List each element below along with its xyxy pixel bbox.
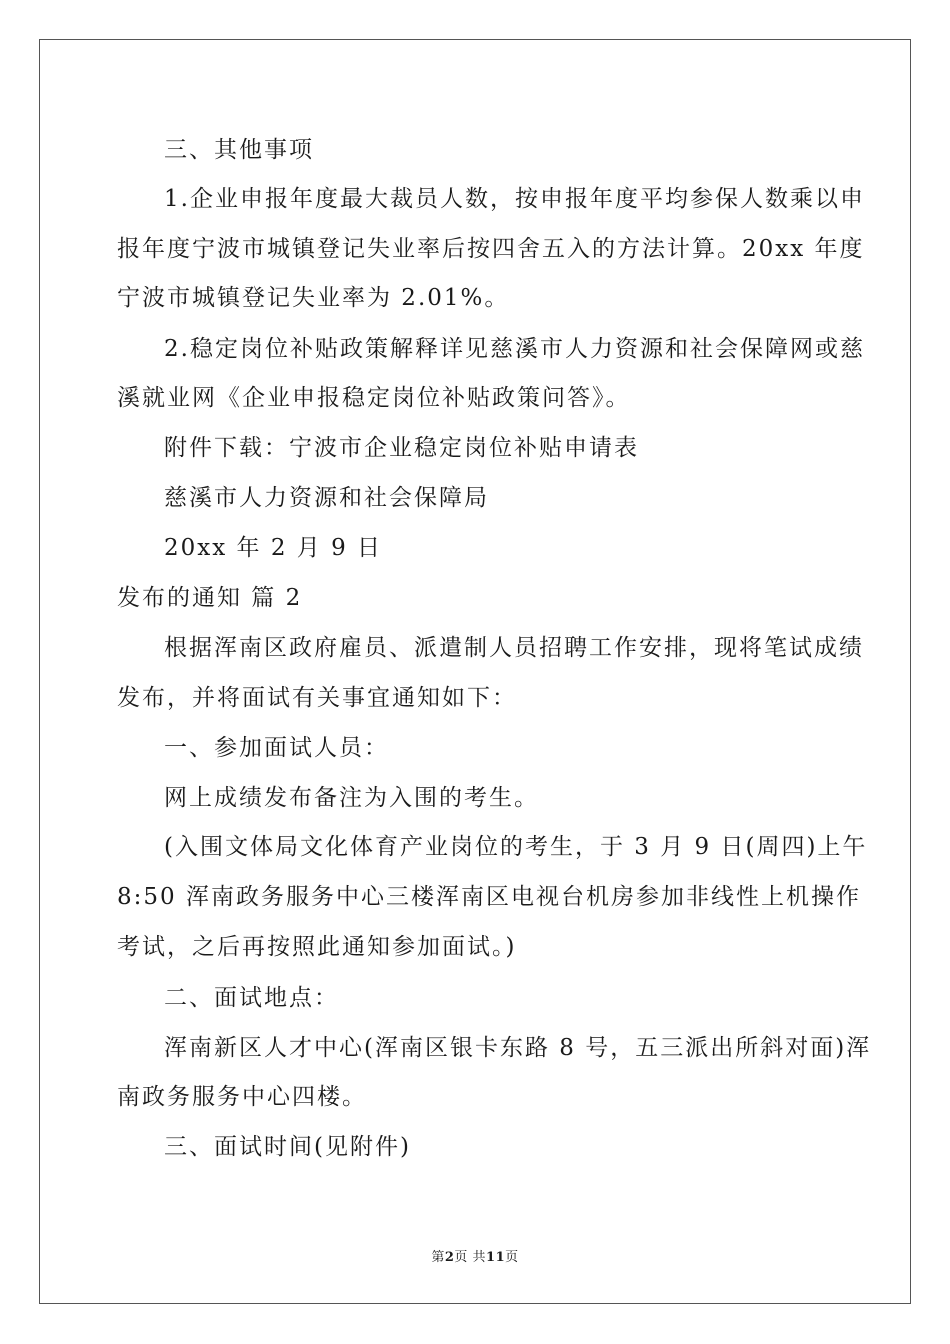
current-page-number: 2	[444, 1250, 455, 1265]
paragraph-line: 网上成绩发布备注为入围的考生。	[164, 785, 539, 811]
paragraph-line: 根据浑南区政府雇员、派遣制人员招聘工作安排，现将笔试成绩	[164, 635, 864, 661]
footer-mid: 页 共	[454, 1250, 487, 1265]
footer-suffix: 页	[505, 1250, 519, 1265]
attachment-download-line: 附件下载：宁波市企业稳定岗位补贴申请表	[164, 435, 639, 461]
section-heading-interviewees: 一、参加面试人员：	[164, 735, 389, 761]
paragraph-line: (入围文体局文化体育产业岗位的考生，于 3 月 9 日(周四)上午	[164, 834, 868, 860]
section-heading-other-matters: 三、其他事项	[164, 137, 314, 163]
paragraph-line: 考试，之后再按照此通知参加面试。)	[117, 934, 517, 960]
paragraph-line: 浑南新区人才中心(浑南区银卡东路 8 号，五三派出所斜对面)浑	[164, 1035, 872, 1061]
paragraph-line: 1.企业申报年度最大裁员人数，按申报年度平均参保人数乘以申	[164, 186, 865, 212]
paragraph-line: 8:50 浑南政务服务中心三楼浑南区电视台机房参加非线性上机操作	[117, 884, 861, 910]
section-heading-time: 三、面试时间(见附件)	[164, 1134, 411, 1160]
issue-date: 20xx 年 2 月 9 日	[164, 535, 383, 561]
issuer-name: 慈溪市人力资源和社会保障局	[164, 485, 489, 511]
paragraph-line: 南政务服务中心四楼。	[117, 1084, 367, 1110]
paragraph-line: 发布，并将面试有关事宜通知如下：	[117, 685, 517, 711]
page-footer	[0, 1250, 950, 1266]
section-heading-location: 二、面试地点：	[164, 985, 339, 1011]
footer-prefix: 第	[431, 1250, 445, 1265]
paragraph-line: 2.稳定岗位补贴政策解释详见慈溪市人力资源和社会保障网或慈	[164, 336, 865, 362]
paragraph-line: 溪就业网《企业申报稳定岗位补贴政策问答》。	[117, 385, 631, 411]
page-border	[39, 39, 911, 1304]
paragraph-line: 宁波市城镇登记失业率为 2.01%。	[117, 285, 510, 311]
section-title-notice-2: 发布的通知 篇 2	[117, 585, 303, 611]
paragraph-line: 报年度宁波市城镇登记失业率后按四舍五入的方法计算。20xx 年度	[117, 236, 865, 262]
total-page-count: 11	[486, 1250, 506, 1265]
